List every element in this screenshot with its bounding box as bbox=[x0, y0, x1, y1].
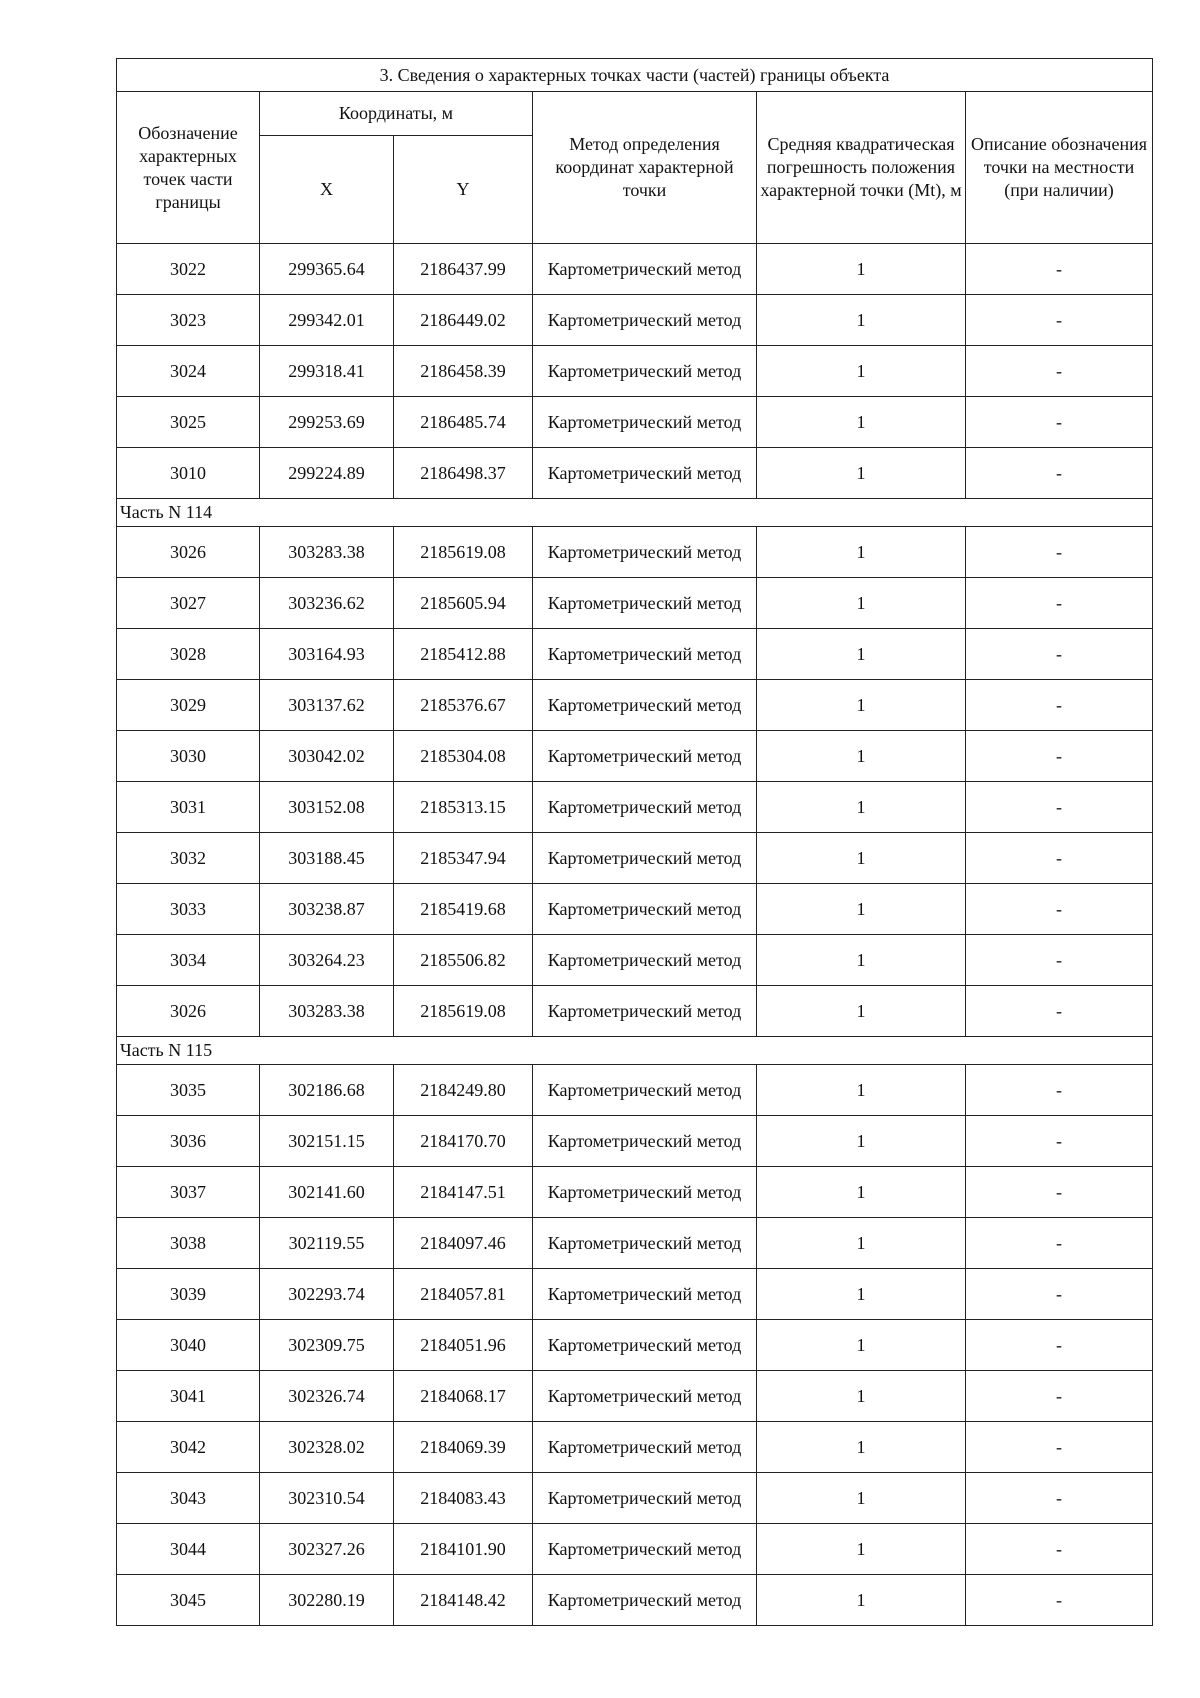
table-row bbox=[117, 346, 1153, 397]
y-cell: 2184051.96 bbox=[394, 1320, 533, 1371]
method-cell: Картометрический метод bbox=[533, 782, 757, 833]
header-designation: Обозначение характерных точек части границы bbox=[117, 92, 260, 244]
description-cell: - bbox=[966, 1269, 1153, 1320]
method-cell: Картометрический метод bbox=[533, 527, 757, 578]
y-cell: 2184057.81 bbox=[394, 1269, 533, 1320]
mt-cell: 1 bbox=[757, 1422, 966, 1473]
y-cell: 2184069.39 bbox=[394, 1422, 533, 1473]
x-cell: 299253.69 bbox=[260, 397, 394, 448]
y-cell: 2184249.80 bbox=[394, 1065, 533, 1116]
description-cell: - bbox=[966, 1422, 1153, 1473]
mt-cell: 1 bbox=[757, 935, 966, 986]
description-cell: - bbox=[966, 346, 1153, 397]
method-cell: Картометрический метод bbox=[533, 731, 757, 782]
description-cell: - bbox=[966, 527, 1153, 578]
description-cell: - bbox=[966, 833, 1153, 884]
table-row bbox=[117, 629, 1153, 680]
point-id-cell: 3037 bbox=[117, 1167, 260, 1218]
x-cell: 303264.23 bbox=[260, 935, 394, 986]
description-cell: - bbox=[966, 1167, 1153, 1218]
x-cell: 302141.60 bbox=[260, 1167, 394, 1218]
mt-cell: 1 bbox=[757, 629, 966, 680]
header-description: Описание обозначения точки на местности (при наличии) bbox=[966, 92, 1153, 244]
point-id-cell: 3044 bbox=[117, 1524, 260, 1575]
description-cell: - bbox=[966, 295, 1153, 346]
point-id-cell: 3028 bbox=[117, 629, 260, 680]
y-cell: 2184083.43 bbox=[394, 1473, 533, 1524]
y-cell: 2184101.90 bbox=[394, 1524, 533, 1575]
mt-cell: 1 bbox=[757, 448, 966, 499]
method-cell: Картометрический метод bbox=[533, 1116, 757, 1167]
y-cell: 2185419.68 bbox=[394, 884, 533, 935]
method-cell: Картометрический метод bbox=[533, 1524, 757, 1575]
mt-cell: 1 bbox=[757, 244, 966, 295]
y-cell: 2186458.39 bbox=[394, 346, 533, 397]
table-row bbox=[117, 578, 1153, 629]
x-cell: 299318.41 bbox=[260, 346, 394, 397]
point-id-cell: 3034 bbox=[117, 935, 260, 986]
description-cell: - bbox=[966, 1575, 1153, 1626]
y-cell: 2186498.37 bbox=[394, 448, 533, 499]
header-x: X bbox=[260, 136, 394, 244]
x-cell: 303283.38 bbox=[260, 986, 394, 1037]
method-cell: Картометрический метод bbox=[533, 244, 757, 295]
table-row bbox=[117, 1167, 1153, 1218]
x-cell: 303236.62 bbox=[260, 578, 394, 629]
mt-cell: 1 bbox=[757, 731, 966, 782]
x-cell: 302280.19 bbox=[260, 1575, 394, 1626]
table-row bbox=[117, 986, 1153, 1037]
description-cell: - bbox=[966, 1524, 1153, 1575]
point-id-cell: 3033 bbox=[117, 884, 260, 935]
part-header-row bbox=[117, 1037, 1153, 1065]
x-cell: 303188.45 bbox=[260, 833, 394, 884]
x-cell: 302326.74 bbox=[260, 1371, 394, 1422]
y-cell: 2185619.08 bbox=[394, 986, 533, 1037]
y-cell: 2184170.70 bbox=[394, 1116, 533, 1167]
y-cell: 2186449.02 bbox=[394, 295, 533, 346]
description-cell: - bbox=[966, 782, 1153, 833]
x-cell: 303042.02 bbox=[260, 731, 394, 782]
point-id-cell: 3040 bbox=[117, 1320, 260, 1371]
description-cell: - bbox=[966, 1473, 1153, 1524]
mt-cell: 1 bbox=[757, 833, 966, 884]
table-row bbox=[117, 680, 1153, 731]
point-id-cell: 3026 bbox=[117, 986, 260, 1037]
method-cell: Картометрический метод bbox=[533, 1320, 757, 1371]
x-cell: 303137.62 bbox=[260, 680, 394, 731]
mt-cell: 1 bbox=[757, 578, 966, 629]
mt-cell: 1 bbox=[757, 884, 966, 935]
mt-cell: 1 bbox=[757, 1473, 966, 1524]
header-coordinates: Координаты, м bbox=[260, 92, 533, 136]
table-body bbox=[117, 244, 1153, 1626]
point-id-cell: 3022 bbox=[117, 244, 260, 295]
x-cell: 303164.93 bbox=[260, 629, 394, 680]
method-cell: Картометрический метод bbox=[533, 884, 757, 935]
mt-cell: 1 bbox=[757, 1575, 966, 1626]
table-row bbox=[117, 782, 1153, 833]
point-id-cell: 3043 bbox=[117, 1473, 260, 1524]
x-cell: 302119.55 bbox=[260, 1218, 394, 1269]
mt-cell: 1 bbox=[757, 1320, 966, 1371]
mt-cell: 1 bbox=[757, 1116, 966, 1167]
table-row bbox=[117, 1371, 1153, 1422]
method-cell: Картометрический метод bbox=[533, 397, 757, 448]
table-row bbox=[117, 397, 1153, 448]
y-cell: 2185412.88 bbox=[394, 629, 533, 680]
description-cell: - bbox=[966, 1116, 1153, 1167]
mt-cell: 1 bbox=[757, 295, 966, 346]
y-cell: 2185304.08 bbox=[394, 731, 533, 782]
description-cell: - bbox=[966, 1320, 1153, 1371]
mt-cell: 1 bbox=[757, 986, 966, 1037]
y-cell: 2185347.94 bbox=[394, 833, 533, 884]
point-id-cell: 3036 bbox=[117, 1116, 260, 1167]
table-row bbox=[117, 1422, 1153, 1473]
point-id-cell: 3026 bbox=[117, 527, 260, 578]
table-row bbox=[117, 1524, 1153, 1575]
table-row bbox=[117, 295, 1153, 346]
y-cell: 2184148.42 bbox=[394, 1575, 533, 1626]
method-cell: Картометрический метод bbox=[533, 1422, 757, 1473]
point-id-cell: 3041 bbox=[117, 1371, 260, 1422]
table-row bbox=[117, 527, 1153, 578]
method-cell: Картометрический метод bbox=[533, 295, 757, 346]
mt-cell: 1 bbox=[757, 1218, 966, 1269]
method-cell: Картометрический метод bbox=[533, 680, 757, 731]
table-row bbox=[117, 1065, 1153, 1116]
method-cell: Картометрический метод bbox=[533, 1167, 757, 1218]
point-id-cell: 3023 bbox=[117, 295, 260, 346]
point-id-cell: 3042 bbox=[117, 1422, 260, 1473]
method-cell: Картометрический метод bbox=[533, 629, 757, 680]
x-cell: 299342.01 bbox=[260, 295, 394, 346]
x-cell: 302328.02 bbox=[260, 1422, 394, 1473]
description-cell: - bbox=[966, 578, 1153, 629]
part-header-row bbox=[117, 499, 1153, 527]
x-cell: 303238.87 bbox=[260, 884, 394, 935]
table-title: 3. Сведения о характерных точках части (частей) границы объекта bbox=[117, 59, 1153, 92]
y-cell: 2184068.17 bbox=[394, 1371, 533, 1422]
mt-cell: 1 bbox=[757, 680, 966, 731]
method-cell: Картометрический метод bbox=[533, 1065, 757, 1116]
table-row bbox=[117, 833, 1153, 884]
point-id-cell: 3031 bbox=[117, 782, 260, 833]
table-row bbox=[117, 1269, 1153, 1320]
description-cell: - bbox=[966, 680, 1153, 731]
x-cell: 299224.89 bbox=[260, 448, 394, 499]
y-cell: 2185619.08 bbox=[394, 527, 533, 578]
mt-cell: 1 bbox=[757, 1524, 966, 1575]
method-cell: Картометрический метод bbox=[533, 1575, 757, 1626]
y-cell: 2185605.94 bbox=[394, 578, 533, 629]
description-cell: - bbox=[966, 731, 1153, 782]
mt-cell: 1 bbox=[757, 397, 966, 448]
x-cell: 303283.38 bbox=[260, 527, 394, 578]
point-id-cell: 3038 bbox=[117, 1218, 260, 1269]
mt-cell: 1 bbox=[757, 1371, 966, 1422]
mt-cell: 1 bbox=[757, 1065, 966, 1116]
part-label: Часть N 115 bbox=[117, 1037, 1153, 1065]
method-cell: Картометрический метод bbox=[533, 1473, 757, 1524]
y-cell: 2185506.82 bbox=[394, 935, 533, 986]
header-y: Y bbox=[394, 136, 533, 244]
method-cell: Картометрический метод bbox=[533, 833, 757, 884]
x-cell: 302293.74 bbox=[260, 1269, 394, 1320]
mt-cell: 1 bbox=[757, 782, 966, 833]
method-cell: Картометрический метод bbox=[533, 935, 757, 986]
point-id-cell: 3030 bbox=[117, 731, 260, 782]
x-cell: 302186.68 bbox=[260, 1065, 394, 1116]
point-id-cell: 3032 bbox=[117, 833, 260, 884]
description-cell: - bbox=[966, 1218, 1153, 1269]
description-cell: - bbox=[966, 986, 1153, 1037]
y-cell: 2184147.51 bbox=[394, 1167, 533, 1218]
table-row bbox=[117, 935, 1153, 986]
header-method: Метод определения координат характерной точки bbox=[533, 92, 757, 244]
description-cell: - bbox=[966, 1371, 1153, 1422]
x-cell: 302327.26 bbox=[260, 1524, 394, 1575]
point-id-cell: 3027 bbox=[117, 578, 260, 629]
point-id-cell: 3045 bbox=[117, 1575, 260, 1626]
description-cell: - bbox=[966, 244, 1153, 295]
point-id-cell: 3024 bbox=[117, 346, 260, 397]
y-cell: 2185313.15 bbox=[394, 782, 533, 833]
table-row bbox=[117, 448, 1153, 499]
boundary-points-table bbox=[116, 58, 1153, 1626]
point-id-cell: 3039 bbox=[117, 1269, 260, 1320]
table-row bbox=[117, 731, 1153, 782]
y-cell: 2184097.46 bbox=[394, 1218, 533, 1269]
table-row bbox=[117, 884, 1153, 935]
description-cell: - bbox=[966, 935, 1153, 986]
table-row bbox=[117, 244, 1153, 295]
point-id-cell: 3010 bbox=[117, 448, 260, 499]
description-cell: - bbox=[966, 884, 1153, 935]
description-cell: - bbox=[966, 397, 1153, 448]
table-row bbox=[117, 1116, 1153, 1167]
method-cell: Картометрический метод bbox=[533, 578, 757, 629]
table-row bbox=[117, 1473, 1153, 1524]
method-cell: Картометрический метод bbox=[533, 1218, 757, 1269]
point-id-cell: 3029 bbox=[117, 680, 260, 731]
description-cell: - bbox=[966, 448, 1153, 499]
table-row bbox=[117, 1320, 1153, 1371]
x-cell: 302310.54 bbox=[260, 1473, 394, 1524]
description-cell: - bbox=[966, 629, 1153, 680]
y-cell: 2186437.99 bbox=[394, 244, 533, 295]
mt-cell: 1 bbox=[757, 527, 966, 578]
part-label: Часть N 114 bbox=[117, 499, 1153, 527]
description-cell: - bbox=[966, 1065, 1153, 1116]
method-cell: Картометрический метод bbox=[533, 1371, 757, 1422]
x-cell: 303152.08 bbox=[260, 782, 394, 833]
mt-cell: 1 bbox=[757, 1269, 966, 1320]
table-row bbox=[117, 1218, 1153, 1269]
method-cell: Картометрический метод bbox=[533, 1269, 757, 1320]
x-cell: 299365.64 bbox=[260, 244, 394, 295]
table-row bbox=[117, 1575, 1153, 1626]
header-error: Средняя квадратическая погрешность положения характерной точки (Mt), м bbox=[757, 92, 966, 244]
method-cell: Картометрический метод bbox=[533, 448, 757, 499]
point-id-cell: 3035 bbox=[117, 1065, 260, 1116]
method-cell: Картометрический метод bbox=[533, 986, 757, 1037]
mt-cell: 1 bbox=[757, 346, 966, 397]
x-cell: 302309.75 bbox=[260, 1320, 394, 1371]
point-id-cell: 3025 bbox=[117, 397, 260, 448]
y-cell: 2185376.67 bbox=[394, 680, 533, 731]
mt-cell: 1 bbox=[757, 1167, 966, 1218]
x-cell: 302151.15 bbox=[260, 1116, 394, 1167]
y-cell: 2186485.74 bbox=[394, 397, 533, 448]
method-cell: Картометрический метод bbox=[533, 346, 757, 397]
